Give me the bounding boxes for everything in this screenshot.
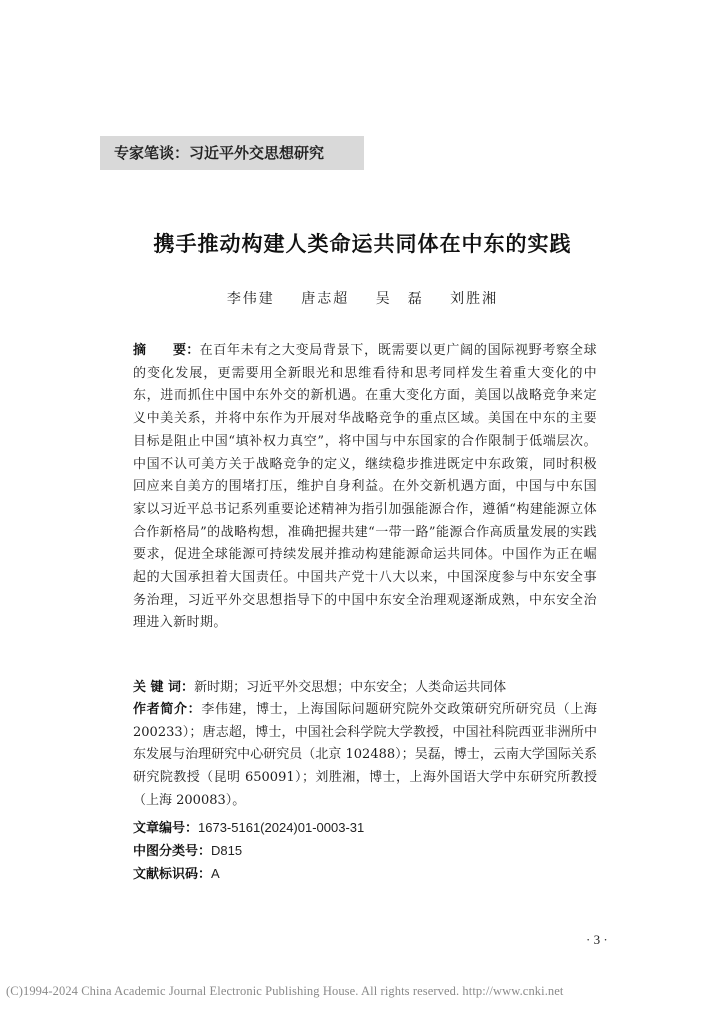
document-code [133, 864, 220, 885]
author-list [0, 288, 725, 308]
article-number-label: 文章编号： [133, 821, 199, 836]
author-bio [133, 699, 610, 813]
author-name: 刘胜湘 [450, 291, 499, 307]
keywords-label: 关 键 词： [133, 680, 195, 695]
clc-number-label: 中图分类号： [133, 844, 212, 859]
author-name: 吴 磊 [375, 291, 424, 307]
author-bio-text: 李伟建，博士，上海国际问题研究院外交政策研究所研究员（上海 200233）；唐志超，博士，中国社会科学院大学教授，中国社科院西亚非洲所中东发展与治理研究中心研究员（北京 102488）；吴磊，博士，云南大学国际关系研究院教授（昆明 650091）；刘胜湘，博士，上海外国语大学中东研究所教授（上海 200083）。 [133, 702, 610, 808]
document-code-value: A [211, 866, 220, 881]
column-banner [100, 136, 364, 170]
page-number: · 3 · [586, 932, 608, 947]
article-title: 携手推动构建人类命运共同体在中东的实践 [153, 232, 572, 256]
author-name: 李伟建 [226, 291, 275, 307]
clc-number [133, 841, 242, 862]
abstract-label: 摘 要： [133, 343, 200, 358]
clc-number-value: D815 [211, 843, 243, 858]
document-code-label: 文献标识码： [133, 867, 212, 882]
abstract [133, 340, 597, 635]
column-banner-text: 专家笔谈：习近平外交思想研究 [114, 144, 325, 162]
copyright-footer: (C)1994-2024 China Academic Journal Electronic Publishing House. All rights reserved. http://www.cnki.net [6, 984, 564, 998]
abstract-text: 在百年未有之大变局背景下，既需要以更广阔的国际视野考察全球的变化发展，更需要用全新眼光和思维看待和思考同样发生着重大变化的中东，进而抓住中国中东外交的新机遇。在重大变化方面，美国以战略竞争来定义中美关系，并将中东作为开展对华战略竞争的重点区域。美国在中东的主要目标是阻止中国“填补权力真空”，将中国与中东国家的合作限制于低端层次。中国不认可美方关于战略竞争的定义，继续稳步推进既定中东政策，同时积极回应来自美方的围堵打压，维护自身利益。在外交新机遇方面，中国与中东国家以习近平总书记系列重要论述精神为指引加强能源合作，遵循“构建能源立体合作新格局”的战略构想，准确把握共建“一带一路”能源合作高质量发展的实践要求，促进全球能源可持续发展并推动构建能源命运共同体。中国作为正在崛起的大国承担着大国责任。中国共产党十八大以来，中国深度参与中东安全事务治理，习近平外交思想指导下的中国中东安全治理观逐渐成熟，中东安全治理进入新时期。 [133, 343, 597, 631]
article-number [133, 818, 364, 839]
keywords-text: 新时期；习近平外交思想；中东安全；人类命运共同体 [194, 680, 507, 695]
article-number-value: 1673-5161(2024)01-0003-31 [198, 820, 365, 835]
keywords [133, 677, 597, 700]
author-name: 唐志超 [301, 291, 350, 307]
author-bio-label: 作者简介： [133, 702, 202, 717]
